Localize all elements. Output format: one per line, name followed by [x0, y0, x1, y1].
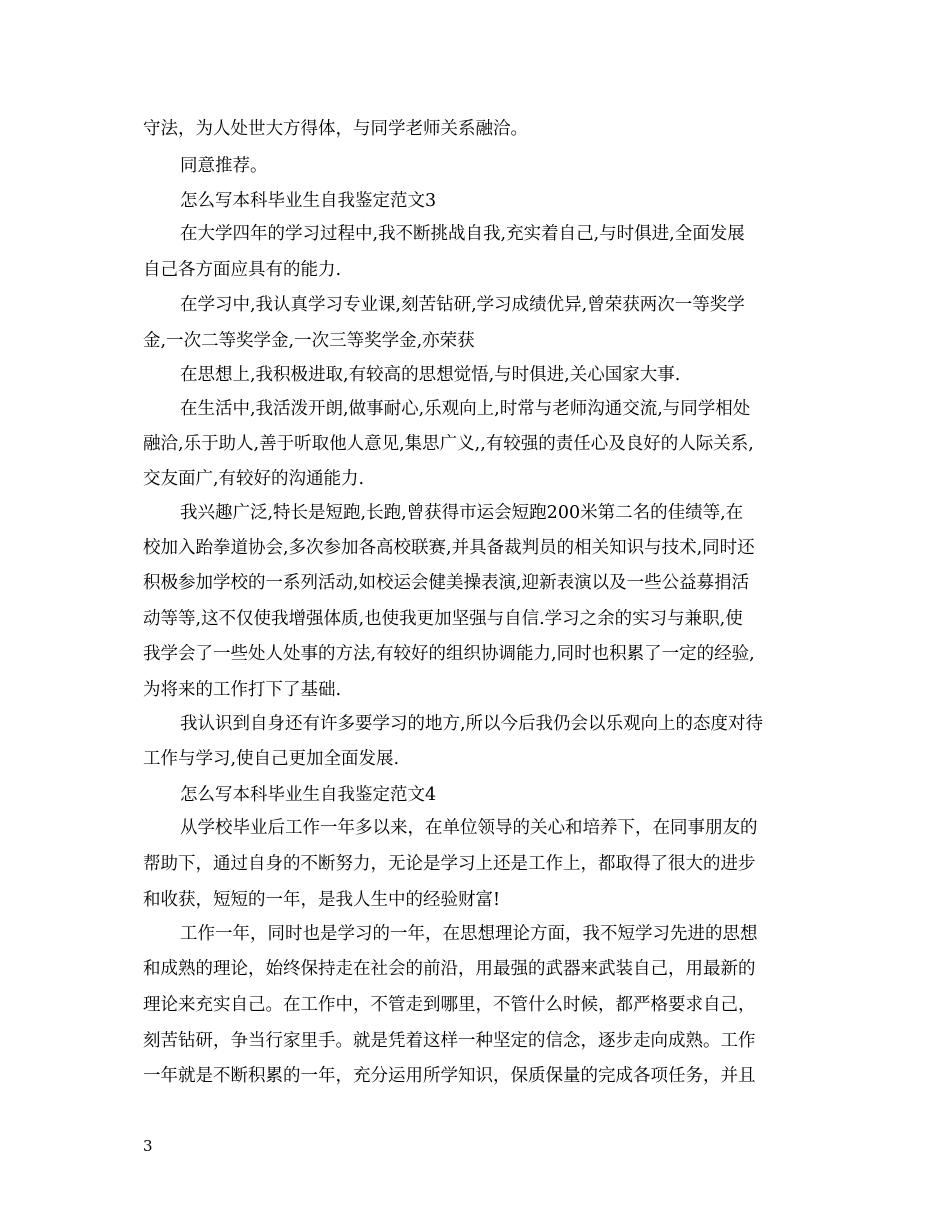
text-line: 同意推荐。	[180, 156, 268, 176]
page-number: 3	[143, 1137, 153, 1155]
text-line: 在生活中,我活泼开朗,做事耐心,乐观向上,时常与老师沟通交流,与同学相处	[180, 399, 751, 419]
text-line: 在学习中,我认真学习专业课,刻苦钻研,学习成绩优异,曾荣获两次一等奖学	[180, 295, 745, 315]
text-line: 为将来的工作打下了基础.	[143, 680, 342, 700]
section-heading: 怎么写本科毕业生自我鉴定范文3	[180, 191, 437, 211]
text-line: 在大学四年的学习过程中,我不断挑战自我,充实着自己,与时俱进,全面发展	[180, 224, 745, 244]
text-line: 我认识到自身还有许多要学习的地方,所以今后我仍会以乐观向上的态度对待	[180, 714, 764, 734]
text-line: 和收获，短短的一年，是我人生中的经验财富!	[143, 890, 501, 910]
text-line: 从学校毕业后工作一年多以来，在单位领导的关心和培养下，在同事朋友的	[180, 818, 758, 838]
text-line: 工作与学习,使自己更加全面发展.	[143, 749, 400, 769]
text-line: 动等等,这不仅使我增强体质,也使我更加坚强与自信.学习之余的实习与兼职,使	[143, 609, 743, 629]
text-line: 自己各方面应具有的能力.	[143, 260, 342, 280]
text-line: 守法，为人处世大方得体，与同学老师关系融洽。	[143, 119, 528, 139]
text-line: 校加入跆拳道协会,多次参加各高校联赛,并具备裁判员的相关知识与技术,同时还	[143, 538, 755, 558]
text-line: 我兴趣广泛,特长是短跑,长跑,曾获得市运会短跑200米第二名的佳绩等,在	[180, 503, 744, 523]
text-line: 一年就是不断积累的一年，充分运用所学知识，保质保量的完成各项任务，并且	[143, 1066, 756, 1086]
text-line: 我学会了一些处人处事的方法,有较好的组织协调能力,同时也积累了一定的经验,	[143, 644, 755, 664]
text-line: 融洽,乐于助人,善于听取他人意见,集思广义,,有较强的责任心及良好的人际关系,	[143, 434, 754, 454]
text-line: 帮助下，通过自身的不断努力，无论是学习上还是工作上，都取得了很大的进步	[143, 854, 756, 874]
text-line: 工作一年，同时也是学习的一年，在思想理论方面，我不短学习先进的思想	[180, 924, 758, 944]
text-line: 刻苦钻研，争当行家里手。就是凭着这样一种坚定的信念，逐步走向成熟。工作	[143, 1031, 756, 1051]
text-line: 和成熟的理论，始终保持走在社会的前沿，用最强的武器来武装自己，用最新的	[143, 959, 756, 979]
text-line: 金,一次二等奖学金,一次三等奖学金,亦荣获	[143, 331, 475, 351]
text-line: 在思想上,我积极进取,有较高的思想觉悟,与时俱进,关心国家大事.	[180, 365, 681, 385]
text-line: 理论来充实自己。在工作中，不管走到哪里，不管什么时候，都严格要求自己，	[143, 995, 756, 1015]
text-line: 积极参加学校的一系列活动,如校运会健美操表演,迎新表演以及一些公益募捐活	[143, 573, 750, 593]
text-line: 交友面广,有较好的沟通能力.	[143, 469, 365, 489]
section-heading: 怎么写本科毕业生自我鉴定范文4	[180, 785, 437, 805]
